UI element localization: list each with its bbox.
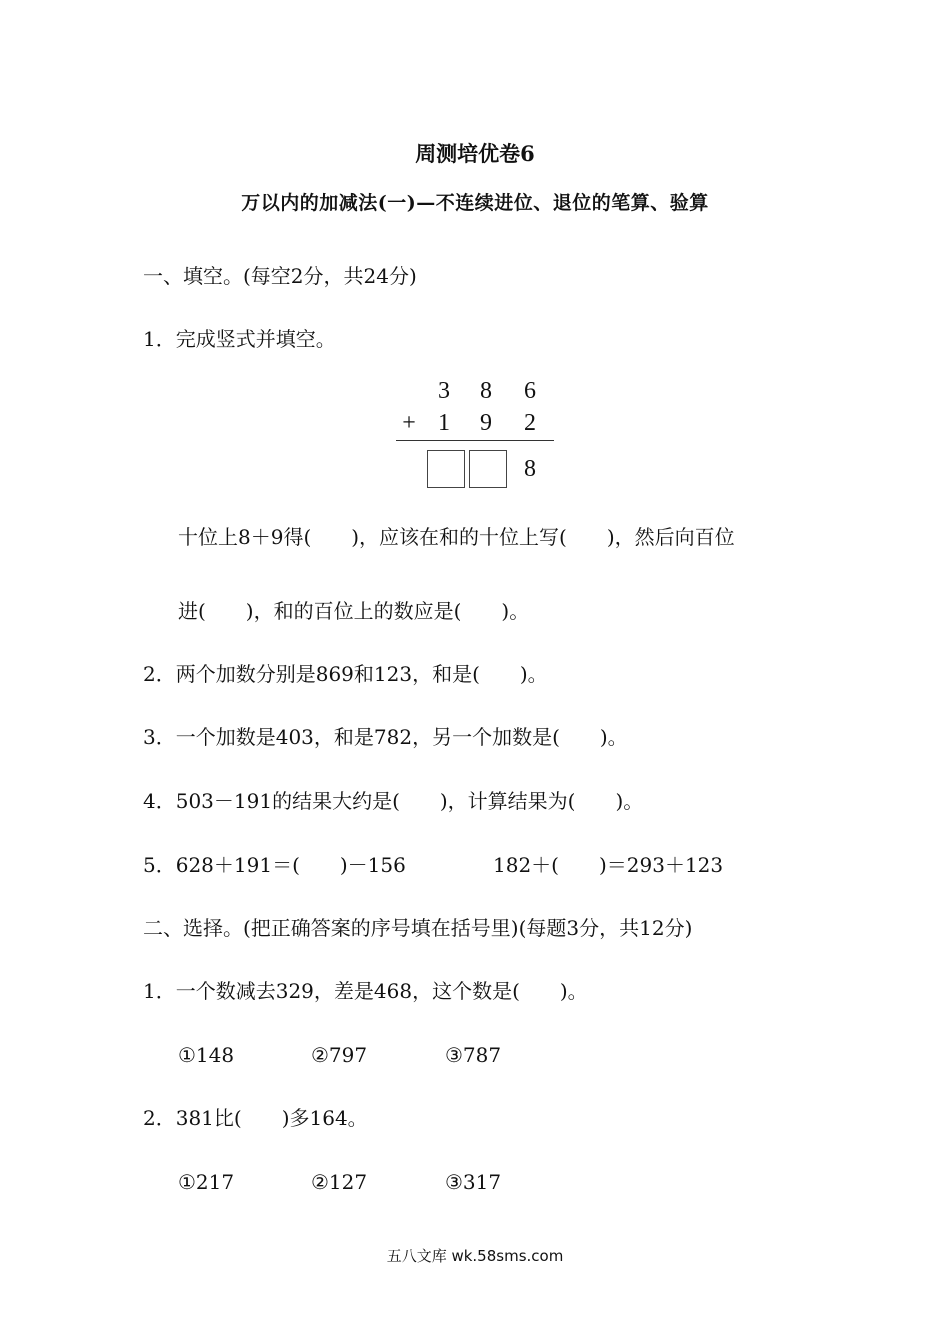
addend1-ones: 6 xyxy=(524,378,536,404)
q2-2-option-3: ③317 xyxy=(445,1170,502,1194)
q2-2-option-2: ②127 xyxy=(311,1170,368,1194)
section2-heading: 二、选择。(把正确答案的序号填在括号里)(每题3分，共12分) xyxy=(143,916,693,940)
question-1-1-line2: 进( )，和的百位上的数应是( )。 xyxy=(178,599,530,623)
question-2-1: 1．一个数减去329，差是468，这个数是( )。 xyxy=(143,979,588,1003)
addend2-tens: 9 xyxy=(480,410,492,436)
question-1-5b: 182＋( )＝293＋123 xyxy=(493,853,724,877)
footer-watermark: 五八文库 wk.58sms.com xyxy=(386,1247,564,1265)
question-1-3: 3．一个加数是403，和是782，另一个加数是( )。 xyxy=(143,725,628,749)
question-1-1: 1．完成竖式并填空。 xyxy=(143,327,336,351)
sum-line xyxy=(396,440,554,441)
question-1-5a: 5．628＋191＝( )－156 xyxy=(143,853,406,877)
addend2-hundreds: 1 xyxy=(438,410,450,436)
question-1-4: 4．503－191的结果大约是( )，计算结果为( )。 xyxy=(143,789,644,813)
sum-ones: 8 xyxy=(524,456,536,482)
page-subtitle: 万以内的加减法(一)—不连续进位、退位的笔算、验算 xyxy=(241,192,709,214)
section1-heading: 一、填空。(每空2分，共24分) xyxy=(143,264,417,288)
q2-1-option-1: ①148 xyxy=(178,1043,235,1067)
plus-sign: + xyxy=(402,410,416,436)
addend2-ones: 2 xyxy=(524,410,536,436)
page-title: 周测培优卷6 xyxy=(415,141,535,166)
q2-1-option-3: ③787 xyxy=(445,1043,502,1067)
answer-box-hundreds[interactable] xyxy=(427,450,465,488)
q2-1-option-2: ②797 xyxy=(311,1043,368,1067)
question-1-2: 2．两个加数分别是869和123，和是( )。 xyxy=(143,662,548,686)
question-2-2: 2．381比( )多164。 xyxy=(143,1106,368,1130)
q2-2-option-1: ①217 xyxy=(178,1170,235,1194)
addend1-hundreds: 3 xyxy=(438,378,450,404)
question-1-1-line1: 十位上8＋9得( )，应该在和的十位上写( )，然后向百位 xyxy=(178,525,735,549)
addend1-tens: 8 xyxy=(480,378,492,404)
answer-box-tens[interactable] xyxy=(469,450,507,488)
